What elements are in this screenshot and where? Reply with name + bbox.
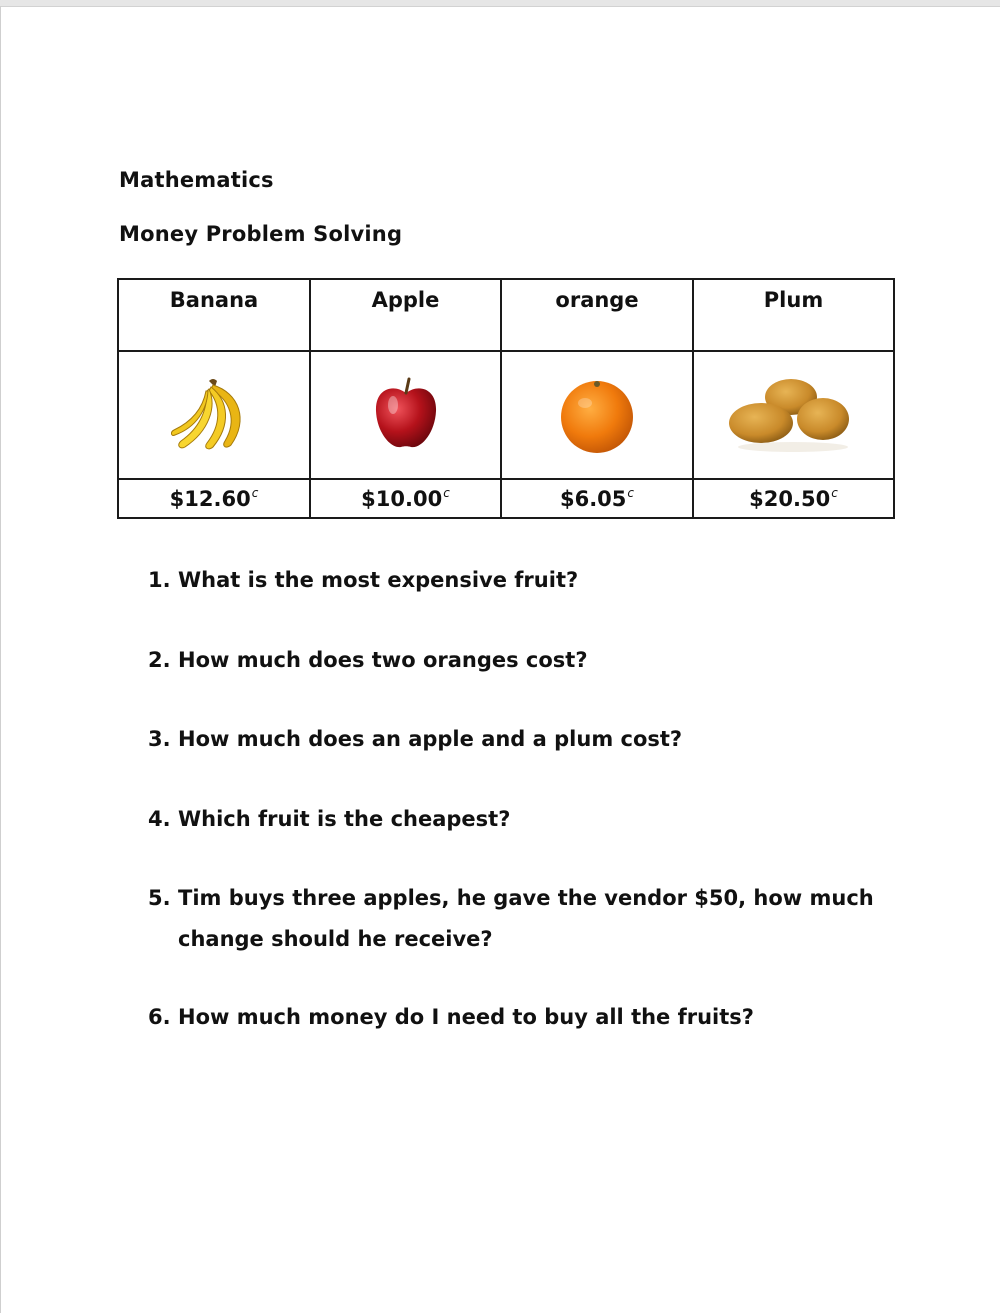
- fruit-image-cell-banana: [118, 351, 310, 479]
- fruit-name-row: [118, 279, 894, 351]
- question-text: What is the most expensive fruit?: [178, 568, 579, 592]
- question-item: [148, 799, 888, 840]
- fruit-name-apple: Apple: [310, 279, 501, 351]
- page-left-edge: [0, 6, 1, 1313]
- question-text: Which fruit is the cheapest?: [178, 807, 511, 831]
- fruit-image-cell-plum: [693, 351, 894, 479]
- fruit-name-orange: orange: [501, 279, 693, 351]
- fruit-price-table: [117, 278, 895, 519]
- banana-icon: [169, 375, 259, 455]
- price-apple: $10.00: [361, 487, 443, 511]
- question-number: 4.: [148, 807, 171, 831]
- price-cell-orange: [501, 479, 693, 518]
- question-item: [148, 560, 888, 601]
- question-number: 3.: [148, 727, 171, 751]
- question-item: [148, 997, 888, 1038]
- price-unit-apple: c: [443, 486, 450, 500]
- question-number: 6.: [148, 1005, 171, 1029]
- question-item: [148, 719, 888, 760]
- question-number: 5.: [148, 886, 171, 910]
- fruit-image-row: [118, 351, 894, 479]
- topic-heading: Money Problem Solving: [119, 222, 403, 246]
- price-orange: $6.05: [559, 487, 627, 511]
- question-text: How much does two oranges cost?: [178, 648, 588, 672]
- subject-heading: Mathematics: [119, 168, 274, 192]
- apple-icon: [371, 375, 441, 455]
- question-text: How much money do I need to buy all the fruits?: [178, 1005, 754, 1029]
- orange-icon: [557, 375, 637, 455]
- price-unit-banana: c: [251, 486, 259, 500]
- price-cell-banana: [118, 479, 310, 518]
- question-number: 2.: [148, 648, 171, 672]
- question-text: Tim buys three apples, he gave the vendor $50, how much change should he receive?: [178, 886, 874, 951]
- fruit-image-cell-orange: [501, 351, 693, 479]
- price-cell-plum: [693, 479, 894, 518]
- fruit-name-plum: Plum: [693, 279, 894, 351]
- question-item: [148, 640, 888, 681]
- question-number: 1.: [148, 568, 171, 592]
- question-text: How much does an apple and a plum cost?: [178, 727, 683, 751]
- price-plum: $20.50: [749, 487, 831, 511]
- price-unit-orange: c: [627, 486, 635, 500]
- fruit-price-row: [118, 479, 894, 518]
- price-cell-apple: [310, 479, 501, 518]
- price-unit-plum: c: [831, 486, 838, 500]
- page-top-edge: [0, 0, 1000, 7]
- plum-icon: [729, 375, 859, 455]
- question-item: [148, 878, 888, 960]
- fruit-name-banana: Banana: [118, 279, 310, 351]
- fruit-image-cell-apple: [310, 351, 501, 479]
- price-banana: $12.60: [169, 487, 251, 511]
